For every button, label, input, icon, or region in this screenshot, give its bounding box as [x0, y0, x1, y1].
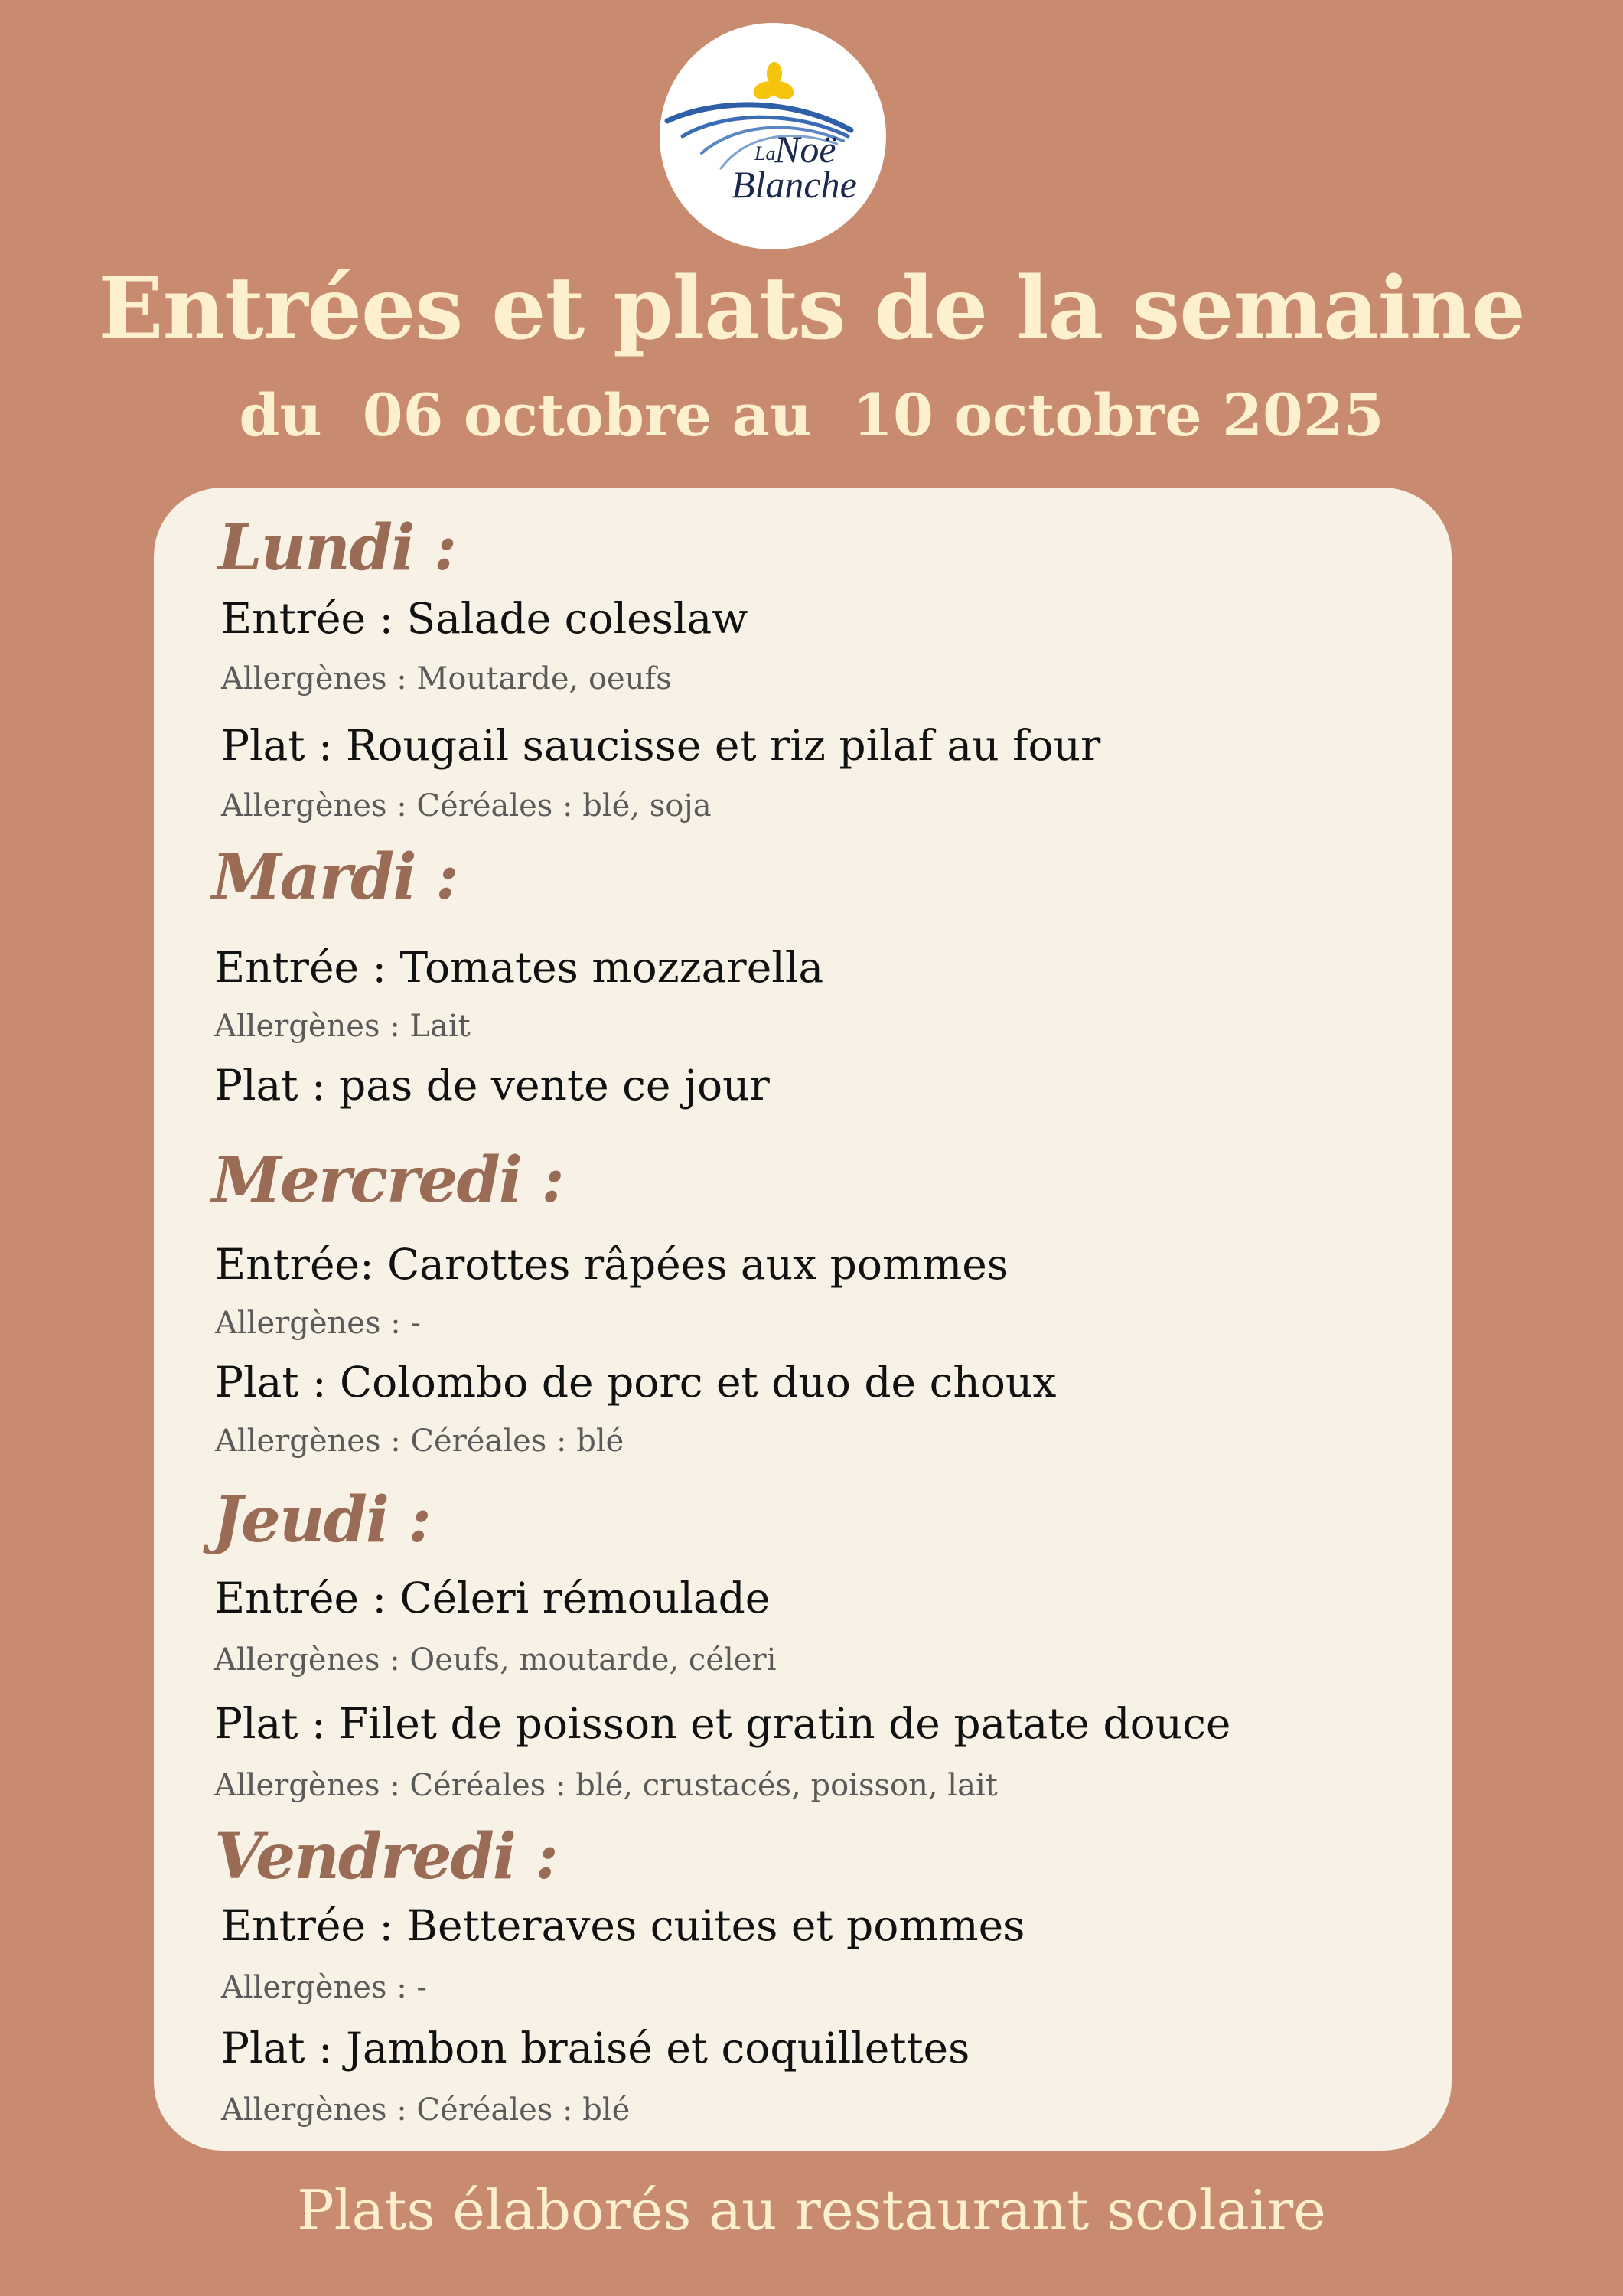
entree-allergens-vendredi: Allergènes : - — [221, 1970, 427, 2005]
plat-allergens-vendredi: Allergènes : Céréales : blé — [221, 2092, 631, 2128]
plat-allergens-mercredi: Allergènes : Céréales : blé — [215, 1424, 624, 1459]
plat-lundi: Plat : Rougail saucisse et riz pilaf au four — [221, 721, 1101, 770]
day-heading-mardi: Mardi : — [212, 840, 458, 914]
plat-vendredi: Plat : Jambon braisé et coquillettes — [221, 2024, 970, 2073]
entree-allergens-mardi: Allergènes : Lait — [214, 1009, 471, 1044]
day-heading-lundi: Lundi : — [218, 511, 456, 585]
day-heading-jeudi: Jeudi : — [213, 1483, 430, 1557]
entree-jeudi: Entrée : Céleri rémoulade — [214, 1574, 771, 1623]
plat-mercredi: Plat : Colombo de porc et duo de choux — [215, 1358, 1057, 1407]
entree-allergens-mercredi: Allergènes : - — [215, 1306, 421, 1341]
logo-emblem-icon — [660, 23, 886, 249]
logo-text-blanche: Blanche — [732, 163, 857, 206]
entree-mercredi: Entrée: Carottes râpées aux pommes — [215, 1240, 1009, 1289]
plat-allergens-jeudi: Allergènes : Céréales : blé, crustacés, poisson, lait — [214, 1768, 998, 1803]
entree-mardi: Entrée : Tomates mozzarella — [214, 943, 824, 992]
logo — [660, 23, 886, 249]
plat-allergens-lundi: Allergènes : Céréales : blé, soja — [221, 788, 712, 823]
date-range-subtitle: du 06 octobre au 10 octobre 2025 — [239, 381, 1384, 449]
plat-mardi: Plat : pas de vente ce jour — [214, 1061, 770, 1110]
day-heading-mercredi: Mercredi : — [212, 1143, 563, 1217]
day-heading-vendredi: Vendredi : — [214, 1820, 557, 1893]
entree-allergens-jeudi: Allergènes : Oeufs, moutarde, céleri — [214, 1642, 777, 1678]
footer-note: Plats élaborés au restaurant scolaire — [297, 2178, 1326, 2242]
logo-text-noe: Noë — [774, 128, 836, 171]
entree-allergens-lundi: Allergènes : Moutarde, oeufs — [221, 661, 672, 696]
entree-lundi: Entrée : Salade coleslaw — [221, 594, 748, 643]
plat-jeudi: Plat : Filet de poisson et gratin de patate douce — [214, 1699, 1231, 1748]
logo-text-la: La — [754, 142, 776, 165]
page-title: Entrées et plats de la semaine — [98, 259, 1525, 359]
entree-vendredi: Entrée : Betteraves cuites et pommes — [221, 1901, 1025, 1950]
